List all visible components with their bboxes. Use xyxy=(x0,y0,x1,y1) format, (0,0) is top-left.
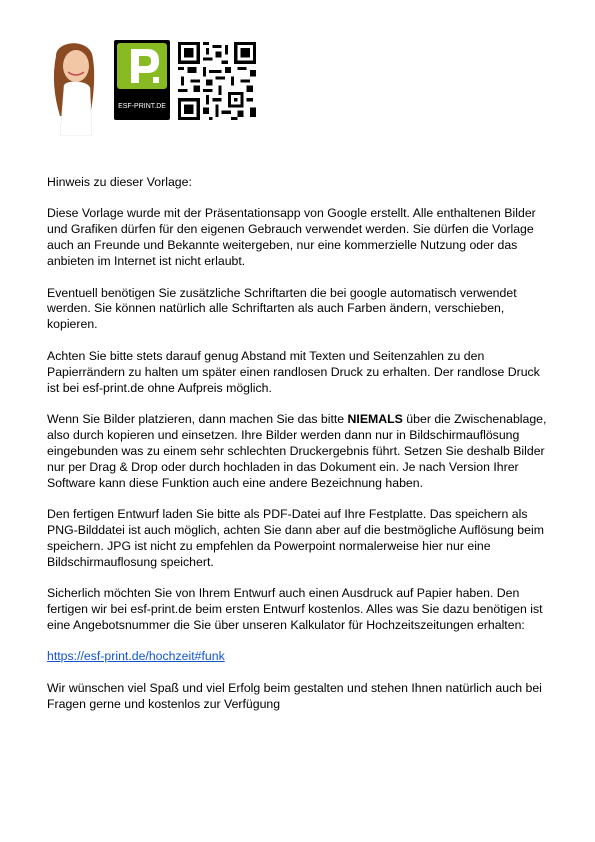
calculator-link[interactable]: https://esf-print.de/hochzeit#funk xyxy=(47,649,225,664)
link-paragraph xyxy=(47,649,553,665)
images-text-start: Wenn Sie Bilder platzieren, dann machen Sie das bitte xyxy=(47,411,348,426)
paragraph-template-usage: Diese Vorlage wurde mit der Präsentationsapp von Google erstellt. Alle enthaltenen Bilder und Grafiken dürfen für den eigenen Gebrauch verwendet werden. Sie dürfen die Vorlage auch an Freunde und Bekannte weitergeben, nur eine kommerzielle Nutzung oder das anbieten im Internet ist nicht erlaubt. xyxy=(47,206,536,269)
paragraph-margins: Achten Sie bitte stets darauf genug Abstand mit Texten und Seitenzahlen zu den Papierrändern zu halten um später einen randlosen Druck zu erhalten. Der randlose Druck ist bei esf-print.de ohne Aufpreis möglich. xyxy=(47,348,540,395)
paragraph-export: Den fertigen Entwurf laden Sie bitte als PDF-Datei auf Ihre Festplatte. Das speichern als PNG-Bilddatei ist auch möglich, achten Sie dann aber auf die bestmögliche Auflösung beim speichern. JPG ist nicht zu empfehlen da Powerpoint normalerweise hier nur eine Bildschirmauflosung speichert. xyxy=(47,507,544,569)
woman-photo xyxy=(46,36,104,136)
paragraph-printout: Sicherlich möchten Sie von Ihrem Entwurf auch einen Ausdruck auf Papier haben. Den fertigen wir bei esf-print.de beim ersten Entwurf kostenlos. Alles was Sie dazu benötigen ist eine Angebotsnummer die Sie über unseren Kalkulator für Hochzeitszeitungen erhalten: xyxy=(47,586,543,632)
logo-text: ESF-PRINT.DE xyxy=(118,103,166,110)
paragraph-fonts: Eventuell benötigen Sie zusätzliche Schriftarten die bei google automatisch verwendet werden. Sie können natürlich alle Schriftarten als auch Farben ändern, verschieben, kopieren. xyxy=(47,285,517,332)
document-body xyxy=(47,175,553,728)
paragraph-closing: Wir wünschen viel Spaß und viel Erfolg beim gestalten und stehen Ihnen natürlich auch bei Fragen gerne und kostenlos zur Verfügung xyxy=(47,680,542,711)
heading: Hinweis zu dieser Vorlage: xyxy=(47,175,192,189)
emphasis-niemals: NIEMALS xyxy=(347,411,403,426)
qr-code xyxy=(178,42,256,120)
paragraph-images xyxy=(47,412,553,492)
esf-print-logo xyxy=(114,40,170,120)
images-text-end: über die Zwischenablage, also durch kopieren und einsetzen. Ihre Bilder werden dann nur in Bildschirmauflösung eingebunden was zu einem sehr schlechten Druckergebnis führt. Setzen Sie deshalb Bilder nur per Drag & Drop oder durch hochladen in das Dokument ein. Je nach Version Ihrer Software kann diese Funktion auch eine andere Bezeichnung haben. xyxy=(47,411,547,490)
header xyxy=(40,28,230,138)
